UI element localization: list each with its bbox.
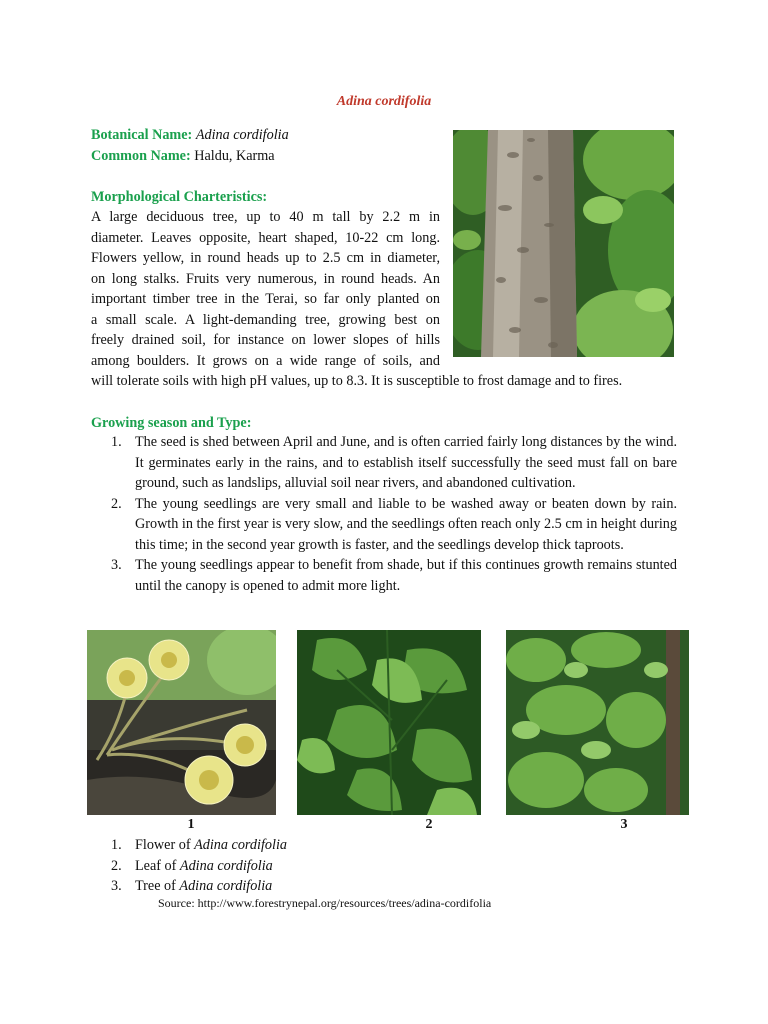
caption-number: 1. bbox=[111, 837, 122, 853]
list-number: 2. bbox=[111, 495, 122, 512]
figure-number: 3 bbox=[620, 817, 628, 832]
leaf-photo bbox=[297, 630, 481, 815]
growing-season-list bbox=[91, 432, 677, 596]
morphology-line: Flowers yellow, in round heads up to 2.5 cm in diameter, bbox=[91, 250, 440, 266]
list-item bbox=[111, 494, 677, 556]
caption-species: Adina cordifolia bbox=[179, 857, 273, 874]
caption-prefix: Leaf of bbox=[135, 857, 180, 874]
figure-captions bbox=[91, 835, 287, 897]
caption-species: Adina cordifolia bbox=[194, 837, 287, 853]
morphology-line: diameter. Leaves opposite, heart shaped, 10-22 cm long. bbox=[91, 229, 440, 246]
page-title: Adina cordifolia bbox=[336, 94, 432, 109]
morphology-heading: Morphological Charteristics: bbox=[91, 189, 268, 205]
flower-photo bbox=[87, 630, 276, 815]
list-item bbox=[111, 555, 677, 596]
list-item-text: The young seedlings are very small and liable to be washed away or beaten down by rain. Growth in the first year is very slow, and the seedlings often reach only 2.5 cm in height during this time; in the second year growth is faster, and the seedlings develop thick taproots. bbox=[135, 495, 677, 553]
figure-number: 1 bbox=[187, 817, 195, 832]
caption-item bbox=[111, 835, 287, 856]
botanical-name-row bbox=[91, 125, 289, 146]
morphology-last-line: will tolerate soils with high pH values, up to 8.3. It is susceptible to frost damage and to fires. bbox=[91, 373, 623, 389]
list-number: 3. bbox=[111, 557, 122, 573]
botanical-name-value: Adina cordifolia bbox=[195, 127, 289, 143]
morphology-line: a small scale. A light-demanding tree, growing best on bbox=[91, 311, 440, 328]
common-name-value: Haldu, Karma bbox=[194, 147, 275, 164]
caption-prefix: Tree of bbox=[135, 878, 180, 894]
morphology-text bbox=[91, 207, 440, 371]
morphology-line: important timber tree in the Terai, so far only planted on bbox=[91, 291, 440, 307]
list-number: 1. bbox=[111, 434, 122, 450]
caption-item bbox=[111, 856, 287, 877]
tree-trunk-photo bbox=[453, 130, 674, 357]
morphology-line: A large deciduous tree, up to 40 m tall by 2.2 m in bbox=[91, 209, 440, 225]
common-name-label: Common Name: bbox=[91, 147, 191, 164]
figure-number: 2 bbox=[425, 817, 433, 832]
list-item-text: The seed is shed between April and June, and is often carried fairly long distances by the wind. It germinates early in the rains, and to establish itself successfully the seed must fall on bare ground, such as landslips, alluvial soil near rivers, and abandoned cultivation. bbox=[135, 434, 677, 491]
names-block bbox=[91, 125, 289, 166]
tree-photo bbox=[506, 630, 689, 815]
common-name-row bbox=[91, 146, 289, 167]
list-item bbox=[111, 432, 677, 494]
growing-season-heading: Growing season and Type: bbox=[91, 415, 252, 431]
caption-prefix: Flower of bbox=[135, 837, 195, 853]
morphology-line: freely drained soil, for instance on lower slopes of hills bbox=[91, 332, 440, 348]
list-item-text: The young seedlings appear to benefit from shade, but if this continues growth remains stunted until the canopy is opened to admit more light. bbox=[135, 557, 677, 594]
caption-item bbox=[111, 876, 287, 897]
morphology-line: on long stalks. Fruits very numerous, in round heads. An bbox=[91, 270, 440, 287]
morphology-line: among boulders. It grows on a wide range of soils, and bbox=[91, 352, 440, 369]
caption-species: Adina cordifolia bbox=[179, 878, 273, 894]
botanical-name-label: Botanical Name: bbox=[91, 127, 193, 143]
caption-number: 3. bbox=[111, 878, 122, 894]
caption-number: 2. bbox=[111, 857, 122, 874]
source-citation: Source: http://www.forestrynepal.org/resources/trees/adina-cordifolia bbox=[158, 896, 492, 910]
